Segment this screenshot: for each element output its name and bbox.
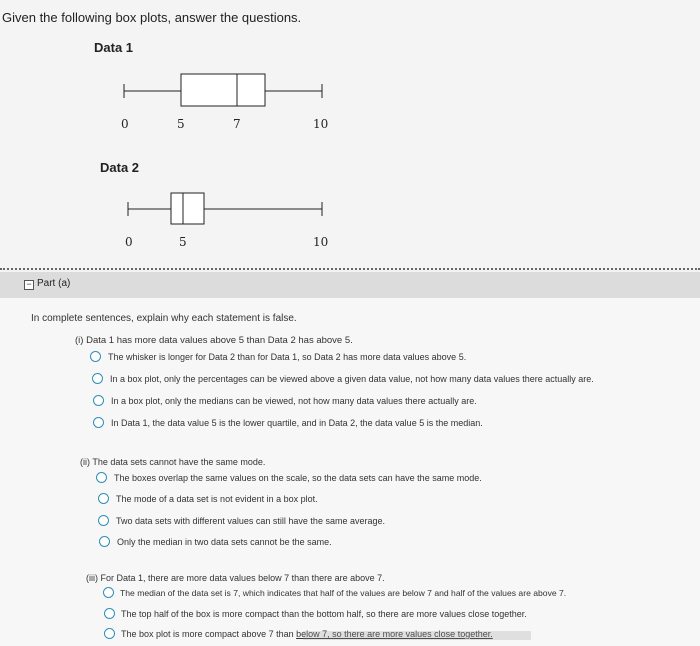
option-label: The median of the data set is 7, which indicates that half of the values are below 7 and half of the values are above 7.: [120, 588, 567, 598]
option-label-part2: below 7, so there are more values close together.: [296, 629, 493, 639]
option-label: In Data 1, the data value 5 is the lower quartile, and in Data 2, the data value 5 is the median.: [111, 418, 483, 428]
radio-button[interactable]: [98, 515, 109, 526]
radio-button[interactable]: [93, 395, 104, 406]
radio-button[interactable]: [93, 417, 104, 428]
option-label: The boxes overlap the same values on the scale, so the data sets can have the same mode.: [114, 473, 482, 483]
option-label: The top half of the box is more compact than the bottom half, so there are more values close together.: [121, 609, 527, 619]
part-label: Part (a): [37, 278, 71, 289]
question-area: [0, 0, 700, 268]
tick-label: 10: [313, 117, 329, 131]
instructions: In complete sentences, explain why each statement is false.: [31, 313, 297, 324]
option-label: In a box plot, only the medians can be viewed, not how many data values there actually are.: [111, 396, 477, 406]
plot-title-data2: Data 2: [100, 160, 140, 175]
option-label: The mode of a data set is not evident in a box plot.: [116, 494, 318, 504]
option-label-part1: The box plot is more compact above 7 than: [121, 629, 297, 639]
box: [171, 193, 204, 224]
box: [181, 74, 265, 106]
box-plots: [0, 0, 700, 268]
boxplot-data1: [121, 74, 328, 131]
statement-3: (iii) For Data 1, there are more data values below 7 than there are above 7.: [86, 573, 385, 583]
tick-label: 10: [313, 235, 329, 249]
plot-title-data1: Data 1: [94, 40, 134, 55]
radio-button[interactable]: [104, 608, 115, 619]
option-label: Two data sets with different values can still have the same average.: [116, 516, 385, 526]
divider: [0, 268, 700, 270]
radio-button[interactable]: [92, 373, 103, 384]
question-text: Given the following box plots, answer the questions.: [2, 10, 302, 25]
radio-button[interactable]: [104, 628, 115, 639]
boxplot-data2: [125, 193, 328, 249]
tick-label: 5: [177, 117, 185, 131]
part-header[interactable]: [0, 272, 700, 298]
radio-button[interactable]: [103, 587, 114, 598]
option-label: In a box plot, only the percentages can be viewed above a given data value, not how many data values there actually are.: [110, 374, 594, 384]
option-label: The whisker is longer for Data 2 than for Data 1, so Data 2 has more data values above 5.: [108, 352, 467, 362]
radio-button[interactable]: [98, 493, 109, 504]
radio-button[interactable]: [96, 472, 107, 483]
image-smudge: [303, 631, 531, 640]
tick-label: 5: [179, 235, 187, 249]
radio-button[interactable]: [90, 351, 101, 362]
collapse-toggle-icon[interactable]: −: [24, 280, 34, 290]
option-label: Only the median in two data sets cannot be the same.: [117, 537, 332, 547]
tick-label: 0: [121, 117, 129, 131]
statement-2: (ii) The data sets cannot have the same mode.: [80, 457, 266, 467]
statement-1: (i) Data 1 has more data values above 5 than Data 2 has above 5.: [75, 335, 353, 346]
tick-label: 0: [125, 235, 133, 249]
tick-label: 7: [233, 117, 241, 131]
radio-button[interactable]: [99, 536, 110, 547]
